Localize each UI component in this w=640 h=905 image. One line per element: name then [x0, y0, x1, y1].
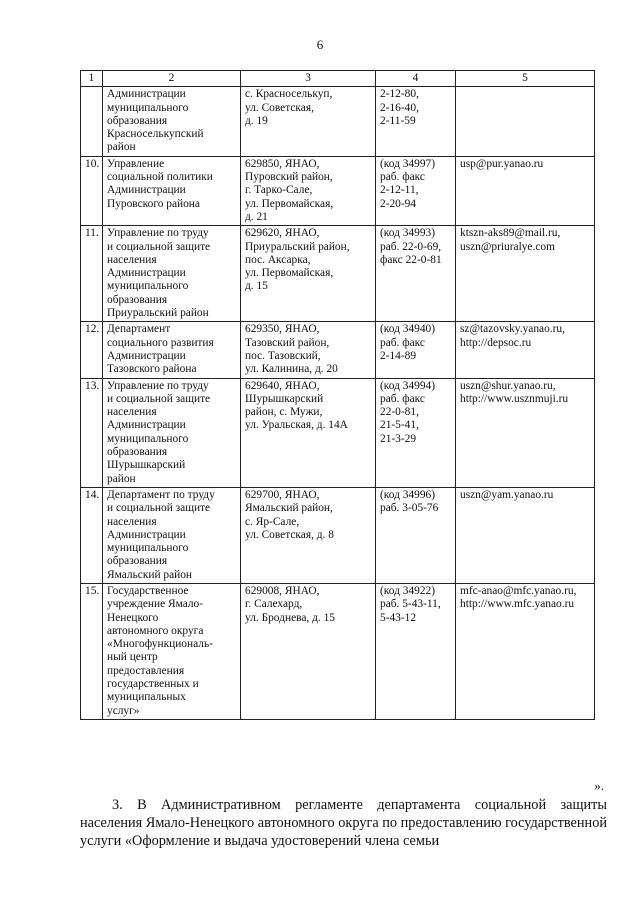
contacts-table [80, 70, 595, 720]
phone: (код 34993) раб. 22-0-69, факс 22-0-81 [376, 226, 456, 322]
table-row [81, 156, 595, 225]
organization-name: Управление по труду и социальной защите населения Администрации муниципального образования Шурышкарский район [103, 378, 241, 487]
email-website: uszn@shur.yanao.ru, http://www.usznmuji.ru [456, 378, 595, 487]
table-row [81, 583, 595, 719]
organization-name: Государственное учреждение Ямало- Ненецкого автономного округа «Многофункциональ- ный центр предоставления государственных и муниципальных услуг» [103, 583, 241, 719]
table-row [81, 378, 595, 487]
row-number: 10. [81, 156, 103, 225]
phone: (код 34996) раб. 3-05-76 [376, 487, 456, 583]
row-number [81, 87, 103, 156]
row-number: 12. [81, 322, 103, 378]
column-header: 1 [81, 71, 103, 87]
phone: (код 34922) раб. 5-43-11, 5-43-12 [376, 583, 456, 719]
organization-name: Управление по труду и социальной защите населения Администрации муниципального образования Приуральский район [103, 226, 241, 322]
phone: 2-12-80, 2-16-40, 2-11-59 [376, 87, 456, 156]
row-number: 14. [81, 487, 103, 583]
body-paragraph: 3. В Административном регламенте департамента социальной защиты населения Ямало-Ненецкого автономного округа по предоставлению государственной услуги «Оформление и выдача удостоверений члена семьи [80, 797, 607, 849]
address: 629350, ЯНАО, Тазовский район, пос. Тазовский, ул. Калинина, д. 20 [241, 322, 376, 378]
email-website: sz@tazovsky.yanao.ru, http://depsoc.ru [456, 322, 595, 378]
row-number: 15. [81, 583, 103, 719]
column-header: 5 [456, 71, 595, 87]
table-row [81, 87, 595, 156]
phone: (код 34994) раб. факс 22-0-81, 21-5-41, 21-3-29 [376, 378, 456, 487]
organization-name: Департамент по труду и социальной защите населения Администрации муниципального образования Ямальский район [103, 487, 241, 583]
column-header: 2 [103, 71, 241, 87]
email-website: ktszn-aks89@mail.ru, uszn@priuralye.com [456, 226, 595, 322]
address: 629700, ЯНАО, Ямальский район, с. Яр-Сале, ул. Советская, д. 8 [241, 487, 376, 583]
email-website: uszn@yam.yanao.ru [456, 487, 595, 583]
column-header: 4 [376, 71, 456, 87]
email-website: usp@pur.yanao.ru [456, 156, 595, 225]
closing-quote-mark: ». [594, 778, 604, 793]
organization-name: Администрации муниципального образования Красноселькупский район [103, 87, 241, 156]
email-website: mfc-anao@mfc.yanao.ru, http://www.mfc.yanao.ru [456, 583, 595, 719]
organization-name: Управление социальной политики Администрации Пуровского района [103, 156, 241, 225]
table-row [81, 322, 595, 378]
address: 629620, ЯНАО, Приуральский район, пос. Аксарка, ул. Первомайская, д. 15 [241, 226, 376, 322]
address: 629640, ЯНАО, Шурышкарский район, с. Мужи, ул. Уральская, д. 14А [241, 378, 376, 487]
phone: (код 34997) раб. факс 2-12-11, 2-20-94 [376, 156, 456, 225]
organization-name: Департамент социального развития Администрации Тазовского района [103, 322, 241, 378]
table-row [81, 487, 595, 583]
table-header-row [81, 71, 595, 87]
page-number: 6 [316, 37, 324, 52]
email-website [456, 87, 595, 156]
column-header: 3 [241, 71, 376, 87]
address: с. Красноселькуп, ул. Советская, д. 19 [241, 87, 376, 156]
address: 629850, ЯНАО, Пуровский район, г. Тарко-Сале, ул. Первомайская, д. 21 [241, 156, 376, 225]
table-row [81, 226, 595, 322]
row-number: 11. [81, 226, 103, 322]
row-number: 13. [81, 378, 103, 487]
phone: (код 34940) раб. факс 2-14-89 [376, 322, 456, 378]
address: 629008, ЯНАО, г. Салехард, ул. Броднева, д. 15 [241, 583, 376, 719]
